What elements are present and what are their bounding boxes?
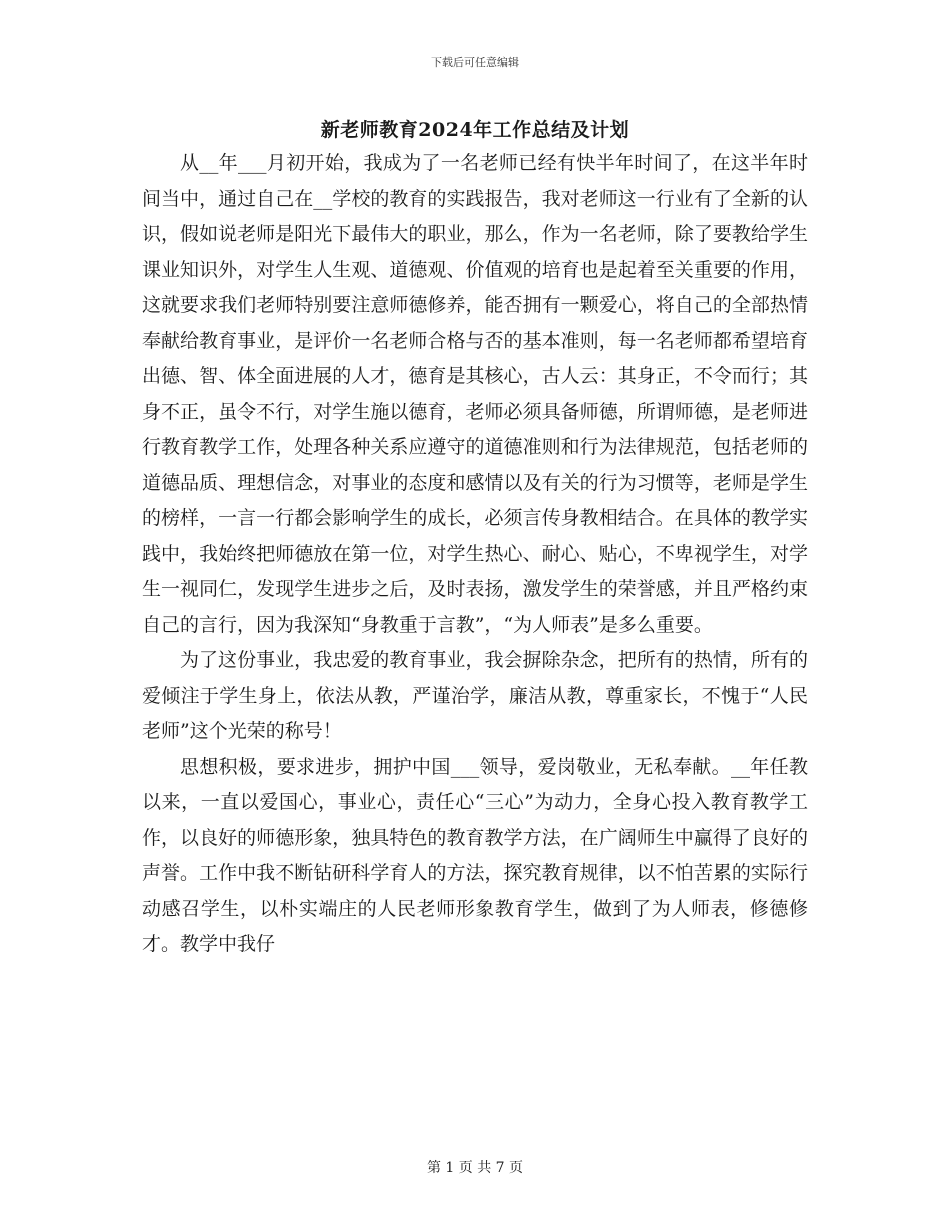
page-number: 第 1 页 共 7 页: [426, 1160, 524, 1176]
document-title: 新老师教育2024年工作总结及计划: [320, 119, 630, 141]
body-paragraph: 从__年___月初开始，我成为了一名老师已经有快半年时间了，在这半年时间当中，通过自己在__学校的教育的实践报告，我对老师这一行业有了全新的认识，假如说老师是阳光下最伟大的职业，那么，作为一名老师，除了要教给学生课业知识外，对学生人生观、道德观、价值观的培育也是起着至关重要的作用，这就要求我们老师特别要注意师德修养，能否拥有一颗爱心，将自己的全部热情奉献给教育事业，是评价一名老师合格与否的基本准则，每一名老师都希望培育出德、智、体全面进展的人才，德育是其核心，古人云：其身正，不令而行；其身不正，虽令不行，对学生施以德育，老师必须具备师德，所谓师德，是老师进行教育教学工作，处理各种关系应遵守的道德准则和行为法律规范，包括老师的道德品质、理想信念，对事业的态度和感情以及有关的行为习惯等，老师是学生的榜样，一言一行都会影响学生的成长，必须言传身教相结合。在具体的教学实践中，我始终把师德放在第一位，对学生热心、耐心、贴心，不卑视学生，对学生一视同仁，发现学生进步之后，及时表扬，激发学生的荣誉感，并且严格约束自己的言行，因为我深知“身教重于言教”，“为人师表”是多么重要。: [142, 152, 808, 636]
document-body: [142, 146, 808, 963]
body-paragraph: 为了这份事业，我忠爱的教育事业，我会摒除杂念，把所有的热情，所有的爱倾注于学生身上，依法从教，严谨治学，廉洁从教，尊重家长，不愧于“人民老师”这个光荣的称号！: [142, 649, 808, 742]
body-paragraph: 思想积极，要求进步，拥护中国___领导，爱岗敬业，无私奉献。__年任教以来，一直以爱国心，事业心，责任心“三心”为动力，全身心投入教育教学工作，以良好的师德形象，独具特色的教育教学方法，在广阔师生中赢得了良好的声誉。工作中我不断钻研科学育人的方法，探究教育规律，以不怕苦累的实际行动感召学生，以朴实端庄的人民老师形象教育学生，做到了为人师表，修德修才。教学中我仔: [142, 755, 808, 955]
header-note: 下载后可任意编辑: [431, 56, 519, 69]
